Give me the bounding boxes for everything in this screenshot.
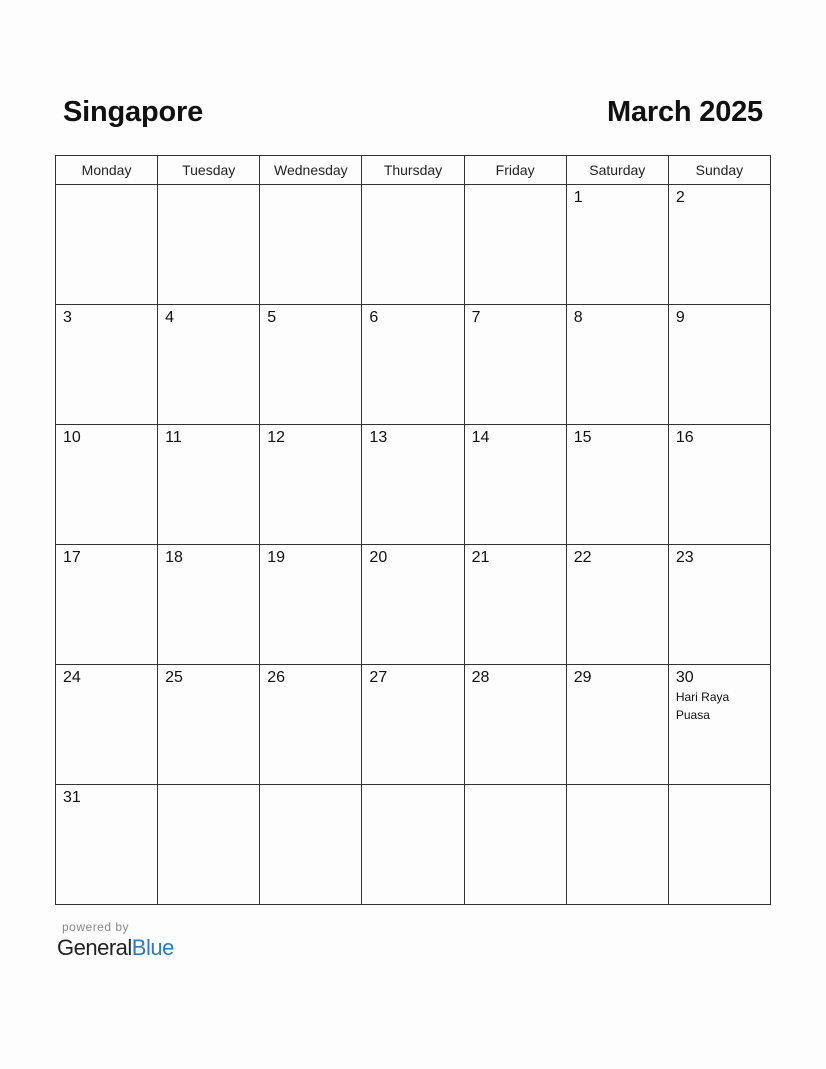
week-row [56,185,771,305]
day-number: 18 [165,549,183,566]
day-cell [260,305,362,425]
day-cell [158,785,260,905]
day-cell [56,305,158,425]
day-number: 1 [573,189,583,206]
day-cell [158,545,260,665]
weekday-header-tuesday: Tuesday [158,156,260,185]
day-number: 15 [573,429,592,446]
day-cell [158,425,260,545]
brand-general-text: General [57,935,132,960]
day-cell [668,425,770,545]
day-cell [668,785,770,905]
day-number: 6 [369,309,379,326]
weekday-header-friday: Friday [464,156,566,185]
day-cell [464,305,566,425]
day-cell [56,425,158,545]
generalblue-logo [57,935,174,961]
day-cell [566,785,668,905]
day-cell [56,665,158,785]
day-cell [56,545,158,665]
day-number: 9 [675,309,685,326]
day-cell [668,545,770,665]
weekday-header-wednesday: Wednesday [260,156,362,185]
day-number: 25 [165,669,183,686]
day-number: 22 [573,549,592,566]
day-cell [464,545,566,665]
day-cell [362,305,464,425]
day-number: 10 [63,429,81,446]
day-number: 17 [63,549,81,566]
day-cell [260,185,362,305]
day-cell [158,305,260,425]
day-cell [260,425,362,545]
day-number: 13 [369,429,388,446]
day-cell [668,185,770,305]
day-cell [362,785,464,905]
week-row [56,785,771,905]
day-number: 8 [573,309,583,326]
weekday-header-sunday: Sunday [668,156,770,185]
holiday-label: Hari Raya Puasa [675,690,730,722]
day-number: 30 [675,669,694,686]
day-cell [464,425,566,545]
day-cell [158,185,260,305]
day-cell [464,665,566,785]
calendar-month-title: March 2025 [607,96,763,128]
day-number: 2 [675,189,685,206]
week-row [56,665,771,785]
month-calendar-grid [55,155,771,905]
day-number: 24 [63,669,81,686]
day-number: 29 [573,669,592,686]
day-cell [362,545,464,665]
powered-by-text: powered by [62,920,130,934]
day-cell [566,665,668,785]
day-cell [362,425,464,545]
day-number: 11 [165,429,182,446]
day-number: 4 [165,309,175,326]
day-number: 20 [369,549,388,566]
day-cell [566,185,668,305]
day-cell [56,785,158,905]
day-cell [362,665,464,785]
day-number: 28 [471,669,490,686]
day-cell [260,785,362,905]
day-number: 27 [369,669,388,686]
day-number: 3 [63,309,72,326]
weekday-header-thursday: Thursday [362,156,464,185]
day-number: 31 [63,789,81,806]
day-number: 5 [267,309,277,326]
calendar-country-title: Singapore [63,96,203,128]
day-cell [260,545,362,665]
day-cell [464,785,566,905]
day-cell [56,185,158,305]
day-number: 23 [675,549,694,566]
day-number: 19 [267,549,286,566]
week-row [56,425,771,545]
day-number: 12 [267,429,286,446]
day-cell [566,425,668,545]
day-cell [260,665,362,785]
day-cell [464,185,566,305]
day-cell [566,305,668,425]
brand-blue-text: Blue [131,935,174,960]
week-row [56,545,771,665]
day-number: 26 [267,669,286,686]
weekday-header-monday: Monday [56,156,158,185]
day-cell [158,665,260,785]
day-cell-holiday [668,665,770,785]
day-cell [362,185,464,305]
week-row [56,305,771,425]
day-number: 7 [471,309,481,326]
day-number: 14 [471,429,490,446]
day-number: 16 [675,429,694,446]
weekday-header-row [56,156,771,185]
day-number: 21 [471,549,490,566]
weekday-header-saturday: Saturday [566,156,668,185]
day-cell [566,545,668,665]
day-cell [668,305,770,425]
